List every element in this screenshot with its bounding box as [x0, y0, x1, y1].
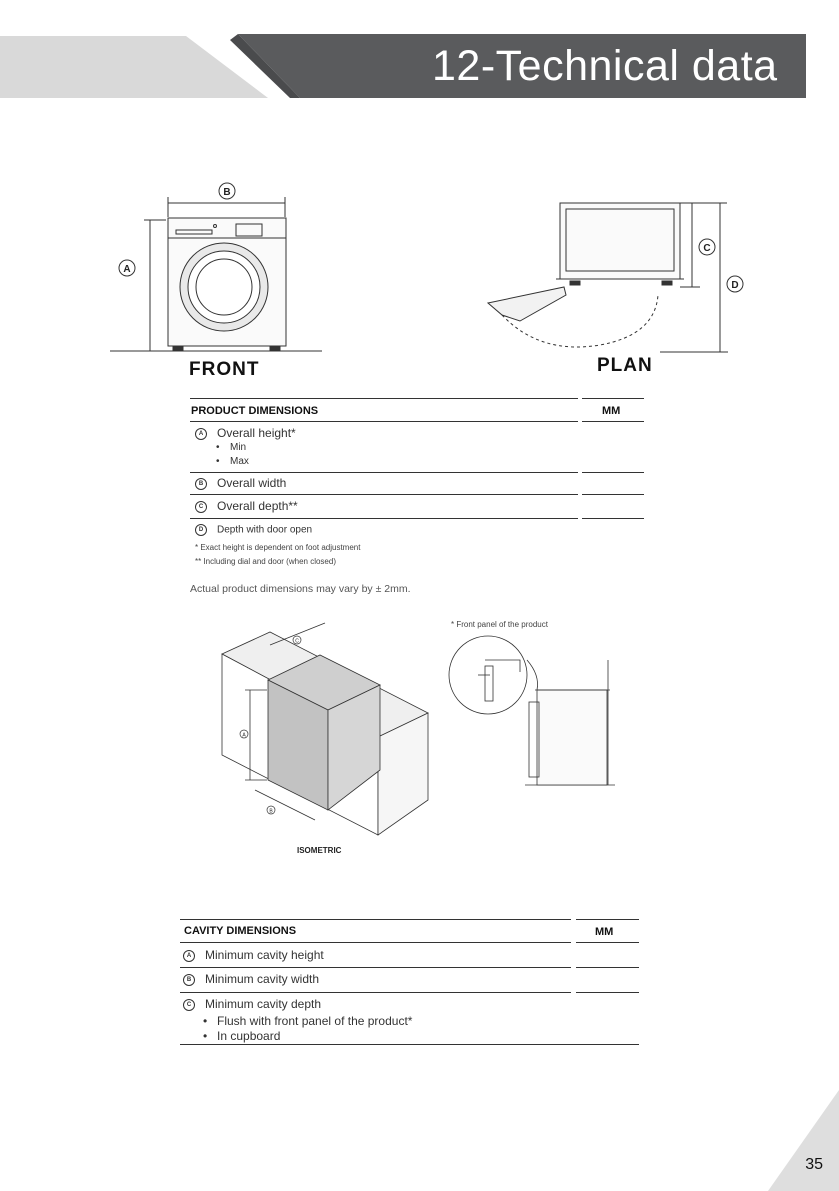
cavity-marker-c: C	[183, 999, 195, 1011]
open-door	[488, 287, 566, 321]
min-cavity-width-label: Minimum cavity width	[205, 972, 320, 986]
row-depth-door-open	[195, 524, 312, 536]
row-overall-depth	[195, 499, 298, 513]
overall-width-label: Overall width	[217, 476, 287, 490]
product-dimensions-header: PRODUCT DIMENSIONS	[191, 405, 319, 417]
plan-label: PLAN	[597, 355, 653, 376]
marker-a: A	[123, 264, 131, 275]
marker-b: B	[223, 187, 231, 198]
cavity-dimensions-header: CAVITY DIMENSIONS	[184, 925, 297, 937]
plan-body	[560, 203, 680, 279]
cavity-dimensions-unit: MM	[595, 926, 614, 938]
front-panel-note: * Front panel of the product	[451, 620, 548, 629]
cavity-depth-cupboard: • In cupboard	[203, 1029, 280, 1043]
marker-b-badge: B	[195, 478, 207, 490]
min-cavity-depth-label: Minimum cavity depth	[205, 997, 322, 1011]
isometric-label: ISOMETRIC	[297, 846, 342, 855]
height-max: • Max	[216, 456, 249, 467]
cavity-marker-b: B	[183, 974, 195, 986]
product-dimensions-unit: MM	[602, 405, 621, 417]
row-min-cavity-depth	[183, 997, 321, 1011]
row-min-cavity-height	[183, 948, 324, 962]
iso-marker-a: A	[242, 732, 246, 739]
overall-height-label: Overall height*	[217, 426, 296, 440]
marker-c: C	[703, 243, 711, 254]
product-table-rule-top-left	[190, 398, 578, 399]
front-view-drawing	[110, 180, 330, 360]
row-min-cavity-width	[183, 972, 319, 986]
detail-body	[537, 690, 607, 785]
iso-marker-b: B	[269, 808, 273, 815]
overall-depth-label: Overall depth**	[217, 499, 298, 513]
marker-d-badge: D	[195, 524, 207, 536]
row-overall-width	[195, 476, 286, 490]
door-inner	[188, 251, 260, 323]
page-number: 35	[805, 1156, 823, 1173]
marker-d: D	[731, 280, 739, 291]
front-label: FRONT	[189, 359, 260, 380]
min-cavity-height-label: Minimum cavity height	[205, 948, 324, 962]
marker-a-badge: A	[195, 428, 207, 440]
product-table-rule-top-right	[582, 398, 644, 399]
height-min: • Min	[216, 442, 246, 453]
cavity-depth-flush: • Flush with front panel of the product*	[203, 1014, 412, 1028]
footnote-height: * Exact height is dependent on foot adjustment	[195, 543, 361, 552]
detail-side-drawing	[445, 630, 620, 790]
iso-marker-c: C	[295, 638, 299, 645]
cavity-marker-a: A	[183, 950, 195, 962]
isometric-drawing	[215, 620, 445, 845]
depth-door-open-label: Depth with door open	[217, 524, 313, 536]
corner-decoration	[760, 1090, 839, 1191]
tolerance-note: Actual product dimensions may vary by ± 2mm.	[190, 583, 411, 595]
footnote-depth: ** Including dial and door (when closed)	[195, 557, 336, 566]
header-light-tab	[0, 36, 268, 98]
plan-view-drawing	[480, 195, 750, 360]
marker-c-badge: C	[195, 501, 207, 513]
row-overall-height	[195, 426, 296, 440]
page-title: 12-Technical data	[432, 42, 778, 90]
